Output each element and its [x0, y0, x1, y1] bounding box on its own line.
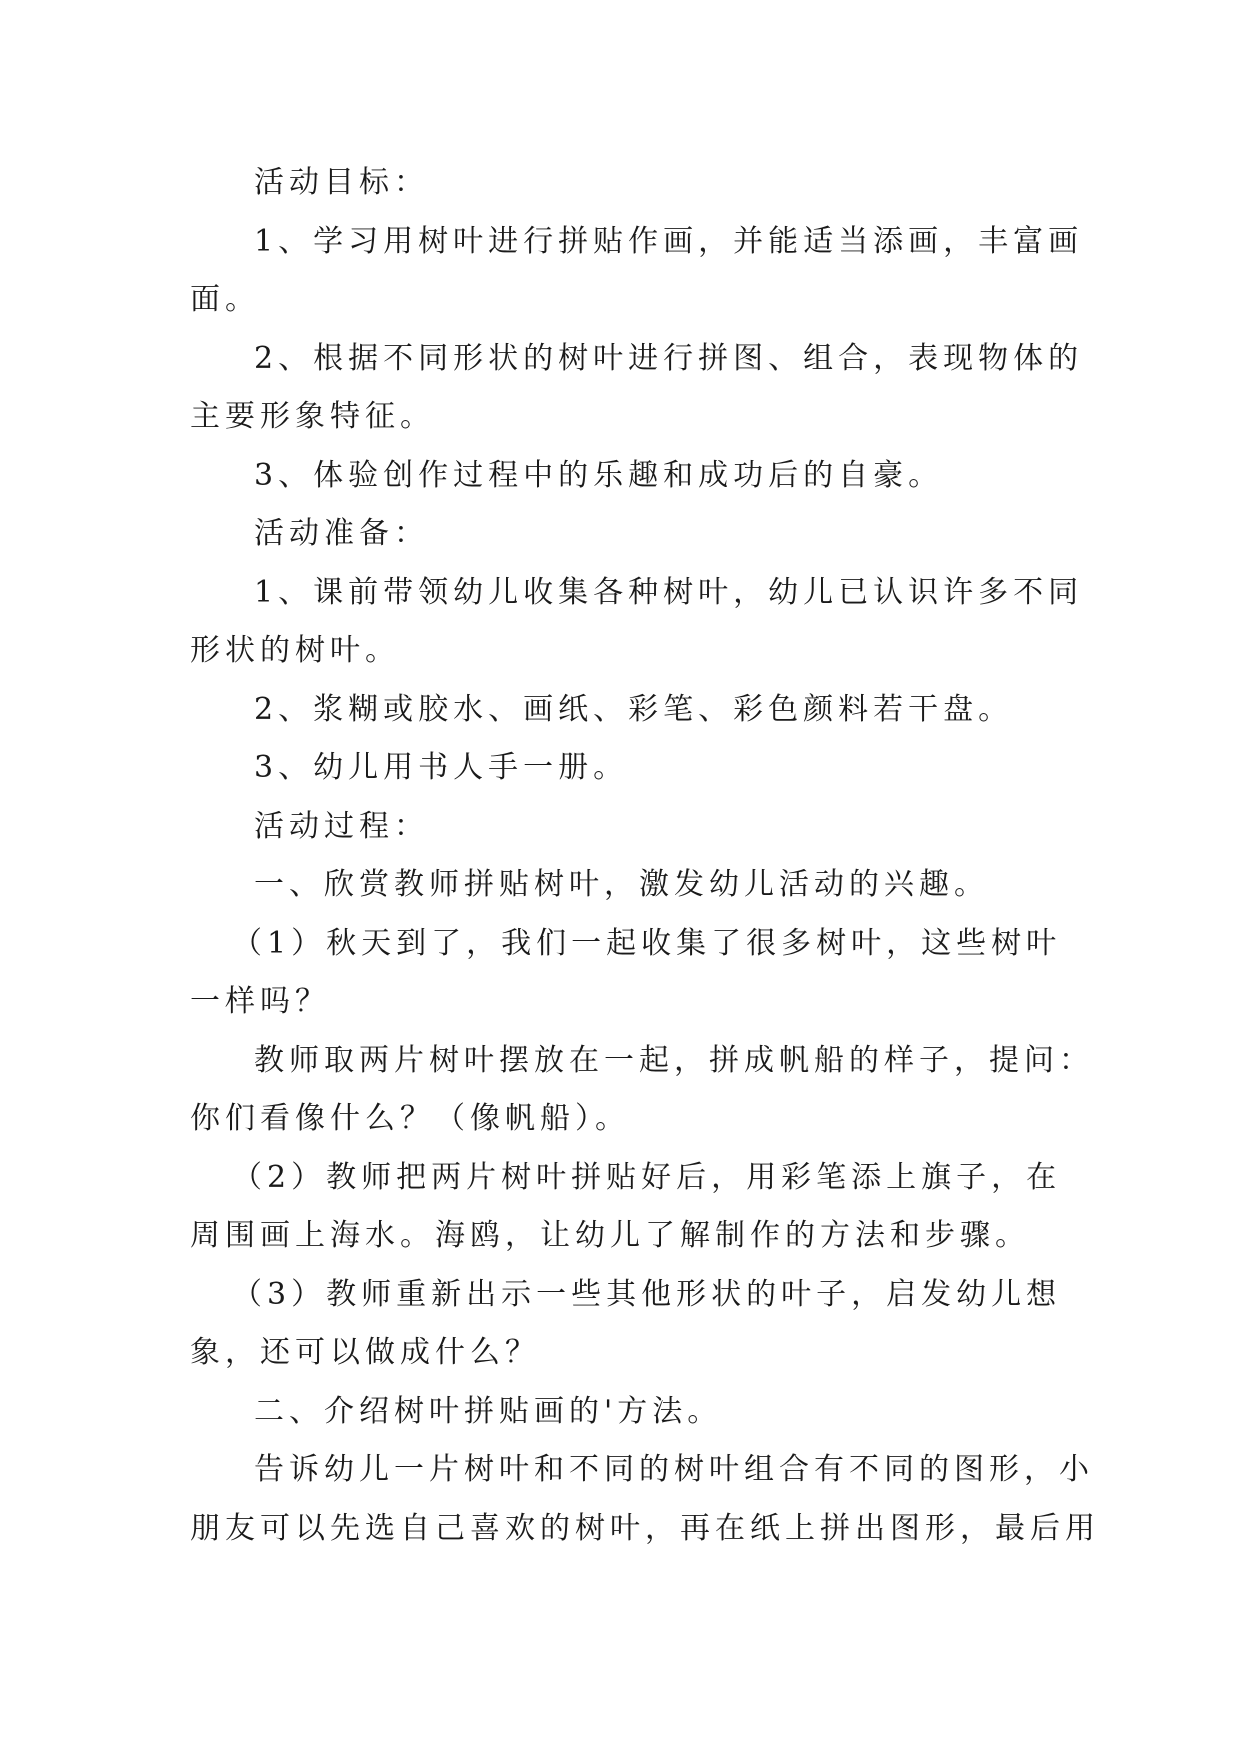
paragraph-line: 形状的树叶。 — [190, 633, 400, 668]
paragraph-line: 你们看像什么？（像帆船）。 — [190, 1101, 630, 1136]
paragraph-line: 2、根据不同形状的树叶进行拼图、组合，表现物体的 — [254, 340, 1084, 376]
section-heading-goals: 活动目标： — [254, 165, 429, 200]
paragraph-line: 教师取两片树叶摆放在一起，拼成帆船的样子，提问： — [254, 1042, 1094, 1078]
paragraph-line: （1）秋天到了，我们一起收集了很多树叶，这些树叶 — [232, 925, 1062, 961]
paragraph-line: （2）教师把两片树叶拼贴好后，用彩笔添上旗子，在 — [232, 1159, 1062, 1195]
section-heading-process: 活动过程： — [254, 808, 429, 844]
paragraph-line: 周围画上海水。海鸥，让幼儿了解制作的方法和步骤。 — [190, 1218, 1030, 1253]
paragraph-line: 一样吗？ — [190, 984, 330, 1019]
paragraph-line: 主要形象特征。 — [190, 399, 435, 434]
paragraph-line: 象，还可以做成什么？ — [190, 1335, 540, 1370]
paragraph-line: 二、介绍树叶拼贴画的'方法。 — [254, 1393, 723, 1429]
paragraph-line: 朋友可以先选自己喜欢的树叶，再在纸上拼出图形，最后用 — [190, 1510, 1100, 1546]
section-heading-preparation: 活动准备： — [254, 516, 429, 551]
document-body — [190, 154, 1100, 1558]
paragraph-line: 面。 — [190, 282, 260, 317]
paragraph-line: 3、体验创作过程中的乐趣和成功后的自豪。 — [254, 457, 944, 493]
paragraph-line: 3、幼儿用书人手一册。 — [254, 750, 629, 785]
paragraph-line: 告诉幼儿一片树叶和不同的树叶组合有不同的图形，小 — [254, 1452, 1094, 1487]
paragraph-line: 1、学习用树叶进行拼贴作画，并能适当添画，丰富画 — [254, 223, 1084, 259]
paragraph-line: （3）教师重新出示一些其他形状的叶子，启发幼儿想 — [232, 1276, 1062, 1312]
paragraph-line: 1、课前带领幼儿收集各种树叶，幼儿已认识许多不同 — [254, 574, 1084, 610]
paragraph-line: 一、欣赏教师拼贴树叶，激发幼儿活动的兴趣。 — [254, 867, 989, 902]
paragraph-line: 2、浆糊或胶水、画纸、彩笔、彩色颜料若干盘。 — [254, 691, 1014, 727]
